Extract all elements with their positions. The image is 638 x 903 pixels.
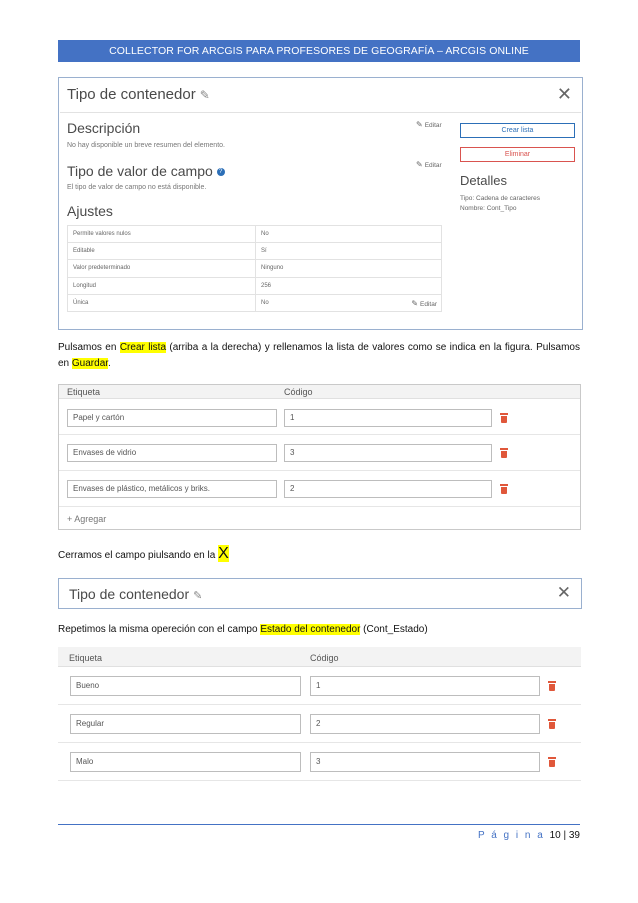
edit-label: Editar: [420, 300, 437, 308]
list-item: [58, 705, 581, 743]
field-title: [69, 586, 202, 602]
text: Repetimos la misma opereción con el campo: [58, 624, 261, 635]
edit-label: Editar: [424, 162, 442, 169]
edit-label: Editar: [424, 122, 442, 129]
paragraph-3: [58, 622, 580, 638]
list-item: [58, 743, 581, 781]
field-properties-screenshot: [58, 77, 583, 330]
ajustes-heading: Ajustes: [67, 203, 113, 219]
trash-can: [549, 684, 555, 691]
list-item: [59, 471, 580, 507]
etiqueta-input[interactable]: Regular: [70, 714, 301, 734]
col-etiqueta: Etiqueta: [67, 387, 101, 397]
help-icon[interactable]: ?: [217, 168, 225, 176]
table-row: [68, 277, 442, 294]
trash-can: [501, 487, 507, 494]
text: (arriba a la derecha) y rellenamos la lista de valores como se indica en la figura. Pulsamos en: [58, 342, 580, 369]
descripcion-text: No hay disponible un breve resumen del elemento.: [67, 142, 225, 149]
text: Pulsamos en: [58, 342, 120, 353]
setting-value: Ninguno: [256, 260, 442, 277]
text: (Cont_Estado): [360, 624, 428, 635]
etiqueta-input[interactable]: Papel y cartón: [67, 409, 277, 427]
trash-can: [549, 722, 555, 729]
footer-divider: [58, 824, 580, 825]
close-icon[interactable]: ✕: [556, 583, 571, 602]
detalles-nombre: Nombre: Cont_Tipo: [460, 205, 517, 212]
field-title-text: Tipo de contenedor: [67, 86, 196, 103]
setting-value: Sí: [256, 243, 442, 260]
highlight: X: [218, 545, 229, 562]
tipo-valor-text: El tipo de valor de campo no está disponible.: [67, 184, 207, 191]
col-etiqueta: Etiqueta: [69, 653, 103, 663]
pencil-icon: ✎: [416, 160, 423, 169]
agregar-button[interactable]: + Agregar: [67, 514, 107, 524]
pencil-icon: ✎: [416, 120, 423, 129]
field-title-text: Tipo de contenedor: [69, 586, 190, 602]
setting-label: Única: [68, 294, 256, 311]
paragraph-1: [58, 340, 580, 372]
col-codigo: Código: [310, 653, 339, 663]
list-header: [58, 647, 581, 667]
trash-lid: [500, 448, 508, 450]
highlight: Guardar: [71, 358, 109, 369]
list-header: [59, 385, 580, 399]
etiqueta-input[interactable]: Envases de plástico, metálicos y briks.: [67, 480, 277, 498]
tipo-valor-heading-text: Tipo de valor de campo: [67, 163, 213, 179]
pencil-icon[interactable]: ✎: [199, 88, 210, 102]
close-icon[interactable]: ✕: [556, 84, 572, 104]
trash-can: [501, 416, 507, 423]
ajustes-table: [67, 225, 442, 312]
trash-lid: [548, 719, 556, 721]
list-item: [59, 400, 580, 435]
trash-lid: [548, 681, 556, 683]
table-row: [68, 226, 442, 243]
trash-lid: [500, 484, 508, 486]
divider: [60, 112, 581, 113]
codigo-input[interactable]: 3: [310, 752, 540, 772]
edit-unica-button[interactable]: [411, 299, 437, 308]
list-item: [59, 435, 580, 471]
field-title-screenshot: [58, 578, 582, 609]
tipo-valor-heading: [67, 163, 225, 179]
header-bar: COLLECTOR FOR ARCGIS PARA PROFESORES DE GEOGRAFÍA – ARCGIS ONLINE: [58, 40, 580, 62]
page-footer: [478, 830, 580, 841]
pencil-icon[interactable]: ✎: [193, 590, 203, 602]
etiqueta-input[interactable]: Envases de vidrio: [67, 444, 277, 462]
edit-descripcion-button[interactable]: [416, 120, 442, 129]
table-row: [68, 260, 442, 277]
setting-label: Valor predeterminado: [68, 260, 256, 277]
descripcion-heading: Descripción: [67, 120, 141, 136]
codigo-input[interactable]: 1: [310, 676, 540, 696]
trash-can: [501, 451, 507, 458]
eliminar-button[interactable]: Eliminar: [460, 147, 575, 162]
footer-pagina-label: P á g i n a: [477, 830, 545, 841]
page-number: 10 | 39: [549, 830, 580, 841]
setting-label: Longitud: [68, 277, 256, 294]
highlight: Estado del contenedor: [260, 624, 361, 635]
pencil-icon: ✎: [411, 298, 419, 308]
codigo-input[interactable]: 2: [310, 714, 540, 734]
text: .: [108, 358, 111, 369]
setting-value: 256: [256, 277, 442, 294]
trash-icon[interactable]: [500, 484, 508, 494]
setting-label: Permite valores nulos: [68, 226, 256, 243]
codigo-input[interactable]: 1: [284, 409, 492, 427]
etiqueta-input[interactable]: Malo: [70, 752, 301, 772]
etiqueta-input[interactable]: Bueno: [70, 676, 301, 696]
table-row: [68, 294, 442, 311]
codigo-input[interactable]: 3: [284, 444, 492, 462]
paragraph-2: [58, 546, 580, 564]
trash-lid: [548, 757, 556, 759]
values-list-1: [58, 384, 581, 530]
setting-value-text: No: [261, 299, 269, 306]
setting-value: [256, 294, 442, 311]
trash-icon[interactable]: [500, 413, 508, 423]
trash-can: [549, 760, 555, 767]
trash-icon[interactable]: [548, 757, 556, 767]
detalles-tipo: Tipo: Cadena de caracteres: [460, 195, 540, 202]
codigo-input[interactable]: 2: [284, 480, 492, 498]
table-row: [68, 243, 442, 260]
text: Cerramos el campo piulsando en la: [58, 550, 219, 561]
detalles-heading: Detalles: [460, 173, 507, 188]
trash-icon[interactable]: [548, 719, 556, 729]
trash-icon[interactable]: [548, 681, 556, 691]
list-item: [58, 667, 581, 705]
trash-lid: [500, 413, 508, 415]
col-codigo: Código: [284, 387, 313, 397]
field-title: [67, 86, 210, 103]
edit-tipo-valor-button[interactable]: [416, 160, 442, 169]
highlight: Crear lista: [119, 342, 167, 353]
setting-label: Editable: [68, 243, 256, 260]
trash-icon[interactable]: [500, 448, 508, 458]
setting-value: No: [256, 226, 442, 243]
values-list-2: [58, 647, 581, 782]
crear-lista-button[interactable]: Crear lista: [460, 123, 575, 138]
